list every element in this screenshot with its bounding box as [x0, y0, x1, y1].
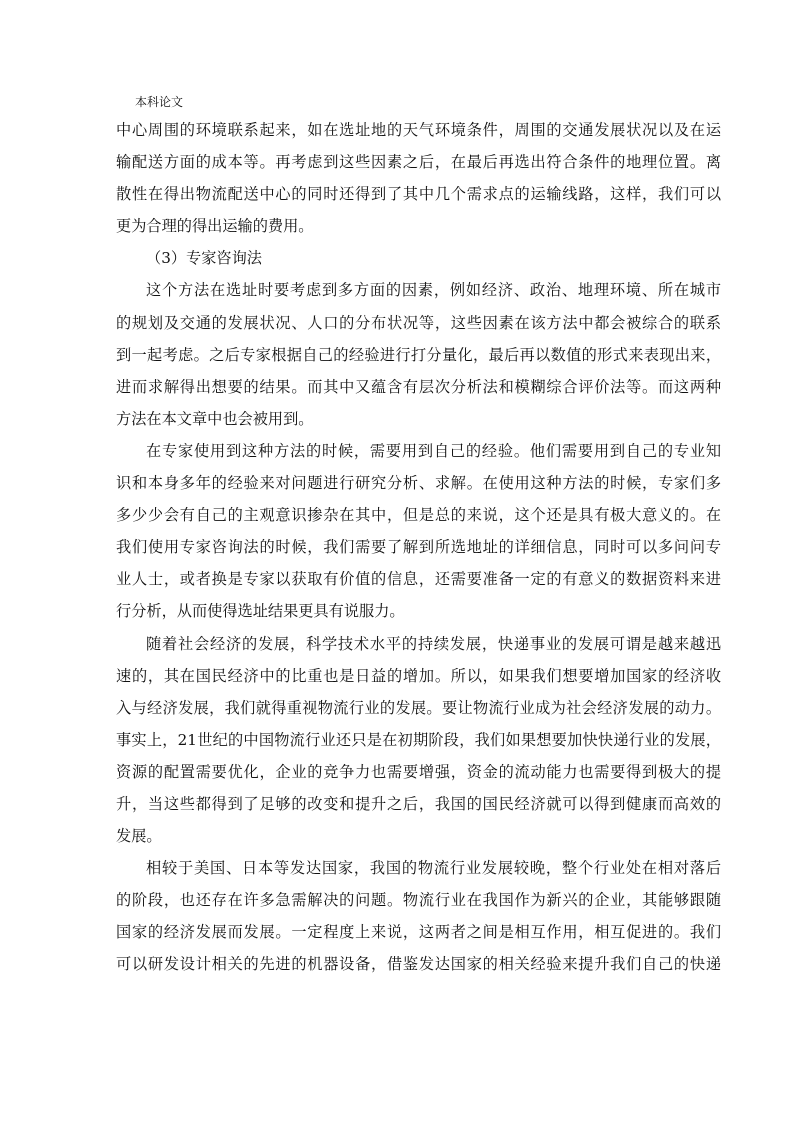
page-body: [116, 114, 721, 981]
text-line: 在专家使用到这种方法的时候，需要用到自己的经验。他们需要用到自己的专业知: [146, 441, 721, 460]
text-line: 更为合理的得出运输的费用。: [116, 217, 314, 236]
text-line: 事实上，21世纪的中国物流行业还只是在初期阶段，我们如果想要加快快递行业的发展，: [116, 730, 721, 749]
text-line: 识和本身多年的经验来对问题进行研究分析、求解。在使用这种方法的时候，专家们多: [116, 474, 721, 493]
text-line: 中心周围的环境联系起来，如在选址地的天气环境条件，周围的交通发展状况以及在运: [116, 121, 721, 139]
page-header: 本科论文: [135, 95, 184, 109]
text-line: 多少少会有自己的主观意识掺杂在其中，但是总的来说，这个还是具有极大意义的。在: [116, 506, 721, 525]
text-line: 的阶段，也还存在许多急需解决的问题。物流行业在我国作为新兴的企业，其能够跟随: [116, 891, 721, 910]
section-heading: （3）专家咨询法: [146, 249, 262, 268]
text-line: 的规划及交通的发展状况、人口的分布状况等，这些因素在该方法中都会被综合的联系: [116, 313, 721, 332]
text-line: 资源的配置需要优化，企业的竞争力也需要增强，资金的流动能力也需要得到极大的提: [116, 762, 721, 781]
text-line: 发展。: [116, 827, 162, 846]
text-line: 升，当这些都得到了足够的改变和提升之后，我国的国民经济就可以得到健康而高效的: [116, 794, 721, 813]
text-line: 速的，其在国民经济中的比重也是日益的增加。所以，如果我们想要增加国家的经济收: [116, 666, 721, 685]
text-line: 进而求解得出想要的结果。而其中又蕴含有层次分析法和模糊综合评价法等。而这两种: [116, 377, 721, 396]
text-line: 相较于美国、日本等发达国家，我国的物流行业发展较晚，整个行业处在相对落后: [146, 859, 721, 878]
text-line: 业人士，或者换是专家以获取有价值的信息，还需要准备一定的有意义的数据资料来进: [116, 570, 721, 589]
text-line: 随着社会经济的发展，科学技术水平的持续发展，快递事业的发展可谓是越来越迅: [146, 634, 721, 653]
text-line: 这个方法在选址时要考虑到多方面的因素，例如经济、政治、地理环境、所在城市: [146, 281, 721, 300]
text-line: 入与经济发展，我们就得重视物流行业的发展。要让物流行业成为社会经济发展的动力。: [116, 698, 721, 717]
text-line: 输配送方面的成本等。再考虑到这些因素之后，在最后再选出符合条件的地理位置。离: [116, 153, 721, 172]
text-line: 到一起考虑。之后专家根据自己的经验进行打分量化，最后再以数值的形式来表现出来，: [116, 345, 721, 364]
text-line: 散性在得出物流配送中心的同时还得到了其中几个需求点的运输线路，这样，我们可以: [116, 185, 721, 204]
text-line: 行分析，从而使得选址结果更具有说服力。: [116, 602, 405, 621]
text-line: 可以研发设计相关的先进的机器设备，借鉴发达国家的相关经验来提升我们自己的快递: [116, 955, 721, 974]
text-line: 国家的经济发展而发展。一定程度上来说，这两者之间是相互作用，相互促进的。我们: [116, 923, 721, 942]
text-line: 我们使用专家咨询法的时候，我们需要了解到所选地址的详细信息，同时可以多问问专: [116, 538, 721, 557]
text-line: 方法在本文章中也会被用到。: [116, 409, 314, 428]
